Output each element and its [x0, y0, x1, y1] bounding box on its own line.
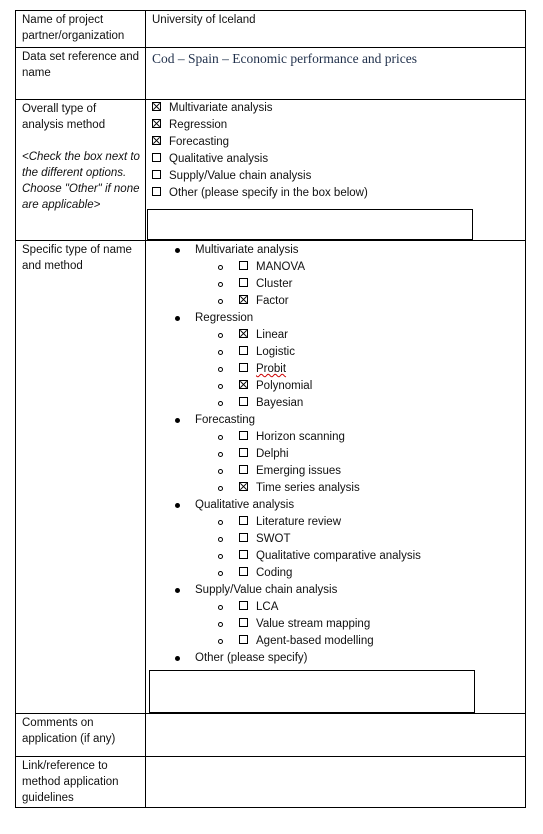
method-option-label: Probit [256, 363, 287, 375]
empty-box-icon[interactable] [239, 397, 248, 406]
method-option-label: Value stream mapping [256, 618, 371, 630]
method-option[interactable] [239, 599, 278, 615]
method-option-label: Polynomial [256, 380, 313, 392]
other-specify-method-input[interactable] [149, 670, 475, 713]
empty-box-icon[interactable] [239, 516, 248, 525]
overall-hint: <Check the box next to the different options. Choose "Other" if none are applicable> [22, 151, 140, 211]
method-option-label: Qualitative comparative analysis [256, 550, 421, 562]
table-border-right [525, 10, 526, 808]
sub-bullet-icon [218, 401, 223, 406]
overall-option[interactable] [152, 168, 311, 184]
method-option[interactable] [239, 633, 374, 649]
row-line [15, 807, 526, 808]
method-option[interactable] [239, 463, 341, 479]
method-group-title: Other (please specify) [195, 652, 308, 664]
method-option-label: Literature review [256, 516, 342, 528]
empty-box-icon[interactable] [239, 465, 248, 474]
link-input[interactable] [146, 757, 525, 807]
method-option-label: Bayesian [256, 397, 304, 409]
method-option-label: Logistic [256, 346, 295, 358]
method-option[interactable] [239, 548, 421, 564]
method-option-label: MANOVA [256, 261, 305, 273]
checked-box-icon[interactable] [239, 295, 248, 304]
bullet-icon [175, 418, 180, 423]
empty-box-icon[interactable] [239, 346, 248, 355]
method-option[interactable] [239, 429, 345, 445]
method-group-title: Regression [195, 312, 254, 324]
overall-option[interactable] [152, 100, 273, 116]
empty-box-icon[interactable] [239, 618, 248, 627]
overall-option[interactable] [152, 117, 227, 133]
overall-option-label: Regression [169, 119, 228, 131]
other-specify-input[interactable] [147, 209, 473, 240]
sub-bullet-icon [218, 452, 223, 457]
checked-box-icon[interactable] [152, 102, 161, 111]
method-option[interactable] [239, 276, 292, 292]
method-option[interactable] [239, 361, 286, 377]
overall-option[interactable] [152, 151, 268, 167]
empty-box-icon[interactable] [239, 431, 248, 440]
specific-label: Specific type of name and method [22, 244, 132, 272]
method-option[interactable] [239, 565, 292, 581]
method-option-label: Delphi [256, 448, 289, 460]
method-option[interactable] [239, 446, 289, 462]
method-group-title: Multivariate analysis [195, 244, 299, 256]
empty-box-icon[interactable] [239, 601, 248, 610]
method-option-label: Emerging issues [256, 465, 342, 477]
method-option[interactable] [239, 378, 312, 394]
method-option[interactable] [239, 395, 303, 411]
sub-bullet-icon [218, 537, 223, 542]
empty-box-icon[interactable] [152, 187, 161, 196]
partner-value: University of Iceland [152, 14, 256, 26]
dataset-label: Data set reference and name [22, 51, 139, 79]
method-option-label: Cluster [256, 278, 293, 290]
checked-box-icon[interactable] [239, 329, 248, 338]
checked-box-icon[interactable] [239, 482, 248, 491]
overall-option-label: Other (please specify in the box below) [169, 187, 368, 199]
sub-bullet-icon [218, 350, 223, 355]
sub-bullet-icon [218, 384, 223, 389]
empty-box-icon[interactable] [239, 261, 248, 270]
method-form-table [15, 10, 526, 808]
sub-bullet-icon [218, 367, 223, 372]
dataset-value: Cod – Spain – Economic performance and prices [152, 51, 418, 66]
sub-bullet-icon [218, 435, 223, 440]
method-option-label: SWOT [256, 533, 291, 545]
sub-bullet-icon [218, 639, 223, 644]
overall-option[interactable] [152, 185, 368, 201]
method-option[interactable] [239, 480, 360, 496]
sub-bullet-icon [218, 554, 223, 559]
bullet-icon [175, 248, 180, 253]
bullet-icon [175, 503, 180, 508]
method-option[interactable] [239, 514, 341, 530]
bullet-icon [175, 316, 180, 321]
partner-label: Name of project partner/organization [22, 14, 125, 42]
sub-bullet-icon [218, 265, 223, 270]
row-line [15, 47, 526, 48]
sub-bullet-icon [218, 622, 223, 627]
method-option-label: Factor [256, 295, 289, 307]
method-option[interactable] [239, 344, 295, 360]
empty-box-icon[interactable] [152, 170, 161, 179]
sub-bullet-icon [218, 605, 223, 610]
comments-label: Comments on application (if any) [22, 717, 116, 745]
sub-bullet-icon [218, 299, 223, 304]
checked-box-icon[interactable] [152, 119, 161, 128]
overall-option-label: Forecasting [169, 136, 230, 148]
method-option-label: Coding [256, 567, 293, 579]
overall-option-label: Qualitative analysis [169, 153, 269, 165]
sub-bullet-icon [218, 571, 223, 576]
method-option[interactable] [239, 293, 289, 309]
row-line [15, 240, 526, 241]
method-option-label: Horizon scanning [256, 431, 345, 443]
table-column-divider [145, 10, 146, 808]
sub-bullet-icon [218, 333, 223, 338]
method-option-label: Agent-based modelling [256, 635, 374, 647]
checked-box-icon[interactable] [239, 380, 248, 389]
overall-label: Overall type of analysis method [22, 103, 106, 131]
overall-option-label: Multivariate analysis [169, 102, 273, 114]
empty-box-icon[interactable] [239, 278, 248, 287]
sub-bullet-icon [218, 469, 223, 474]
checked-box-icon[interactable] [152, 136, 161, 145]
comments-input[interactable] [146, 714, 525, 756]
method-option[interactable] [239, 531, 291, 547]
method-option[interactable] [239, 259, 305, 275]
empty-box-icon[interactable] [239, 550, 248, 559]
method-group-title: Qualitative analysis [195, 499, 295, 511]
link-label: Link/reference to method application guidelines [22, 760, 119, 804]
empty-box-icon[interactable] [239, 448, 248, 457]
method-option-label: LCA [256, 601, 279, 613]
method-option[interactable] [239, 616, 370, 632]
table-border-left [15, 10, 16, 808]
empty-box-icon[interactable] [239, 635, 248, 644]
empty-box-icon[interactable] [152, 153, 161, 162]
sub-bullet-icon [218, 486, 223, 491]
method-option[interactable] [239, 327, 288, 343]
empty-box-icon[interactable] [239, 533, 248, 542]
row-line [15, 10, 526, 11]
method-option-label: Time series analysis [256, 482, 360, 494]
method-group-title: Forecasting [195, 414, 256, 426]
overall-option[interactable] [152, 134, 229, 150]
sub-bullet-icon [218, 282, 223, 287]
empty-box-icon[interactable] [239, 363, 248, 372]
method-group-title: Supply/Value chain analysis [195, 584, 338, 596]
bullet-icon [175, 588, 180, 593]
overall-option-label: Supply/Value chain analysis [169, 170, 312, 182]
method-option-label: Linear [256, 329, 288, 341]
empty-box-icon[interactable] [239, 567, 248, 576]
bullet-icon [175, 656, 180, 661]
sub-bullet-icon [218, 520, 223, 525]
